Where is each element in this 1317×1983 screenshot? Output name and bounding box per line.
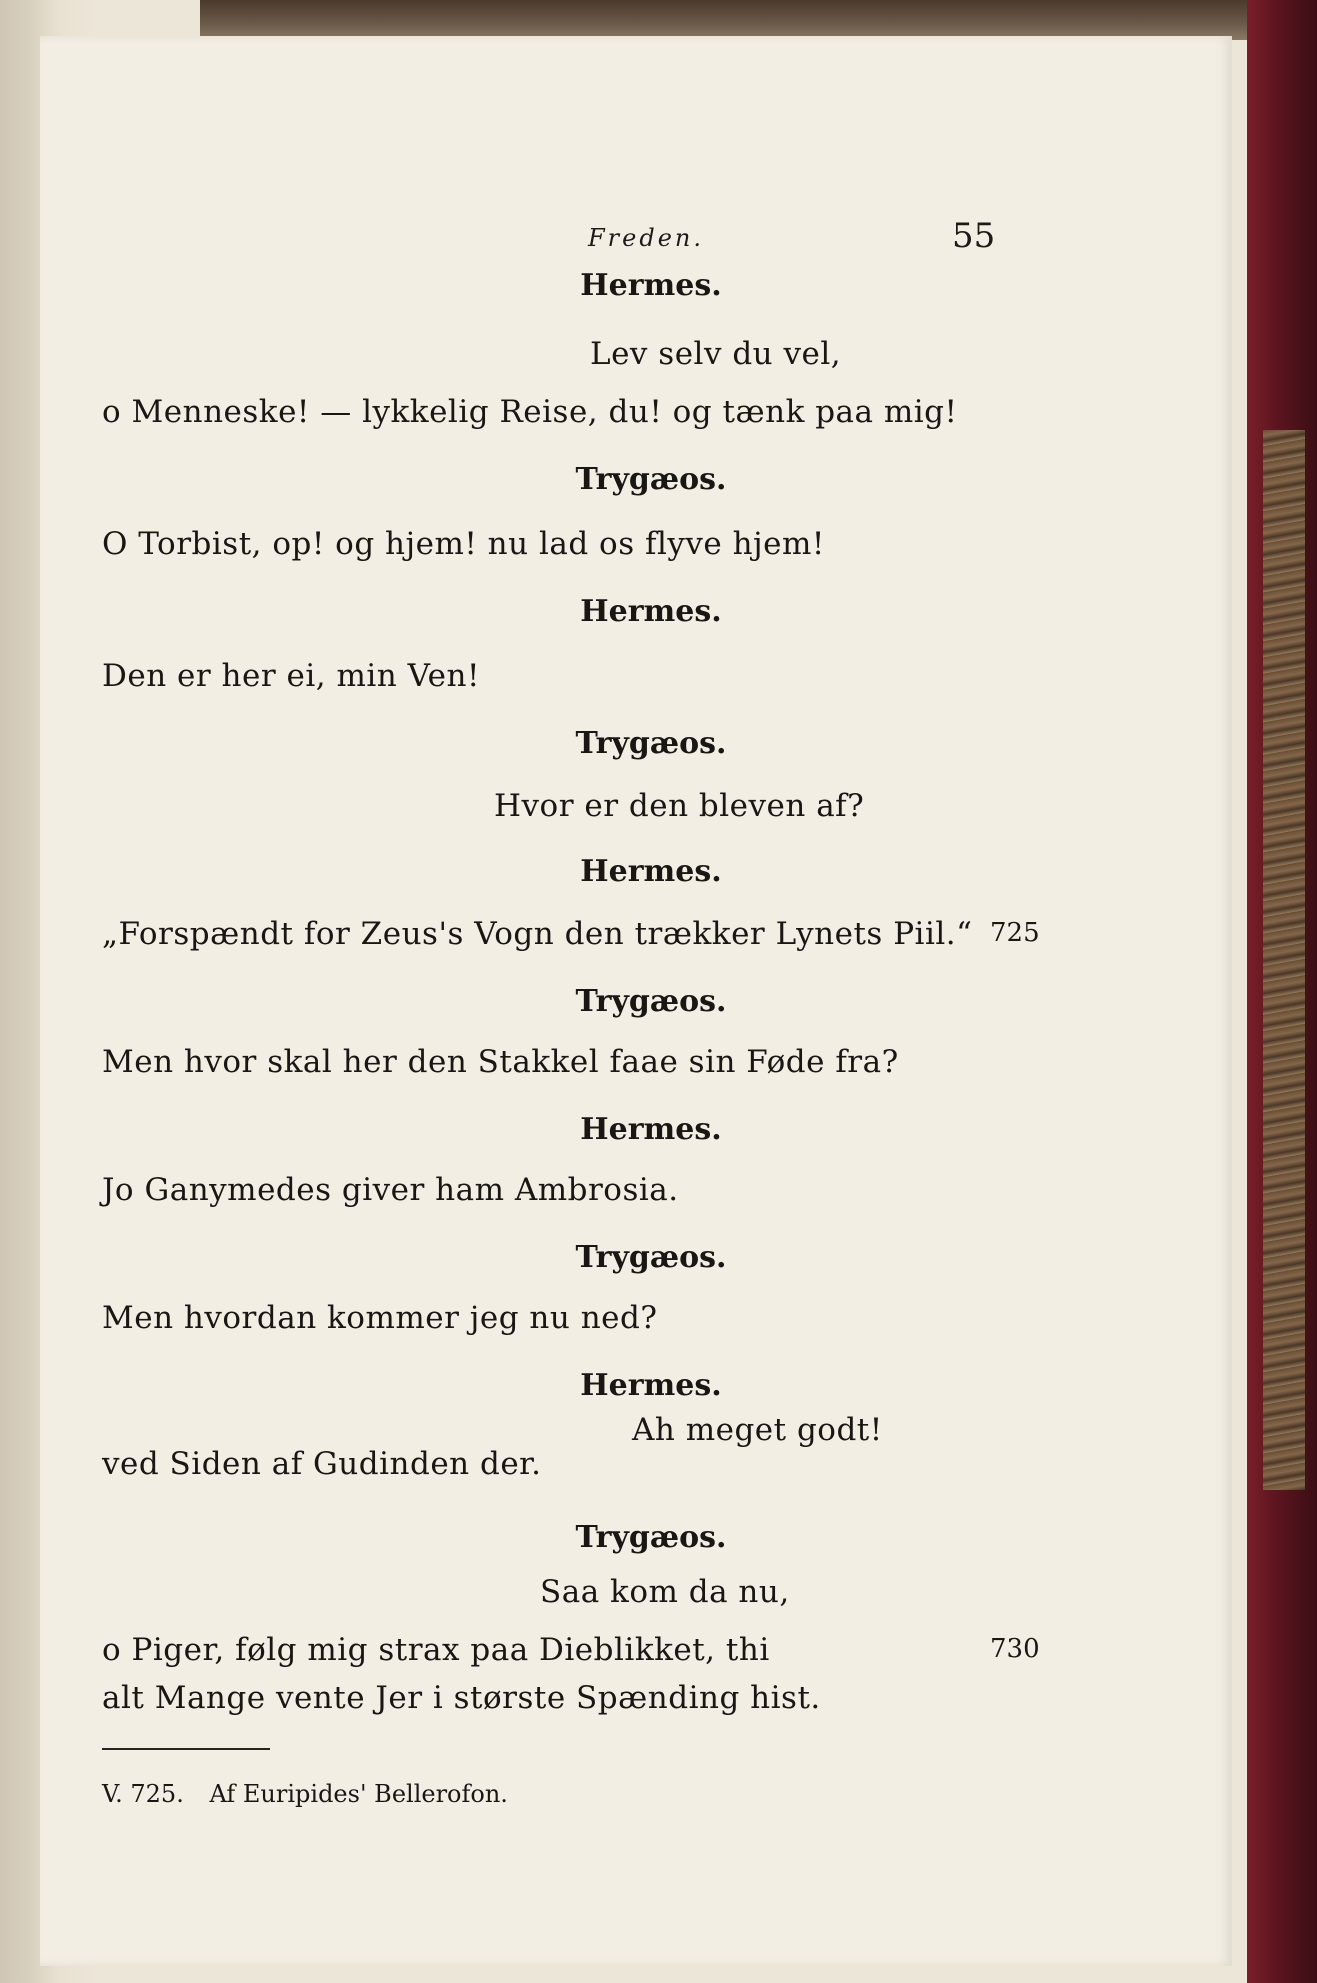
verse-line: ved Siden af Gudinden der. [102,1446,542,1482]
speaker-label: Trygæos. [575,1520,727,1555]
verse-line: „Forspændt for Zeus's Vogn den trækker Lynets Piil.“ [102,916,973,952]
verse-line: Hvor er den bleven af? [494,788,865,824]
speaker-label: Hermes. [580,594,722,629]
footnote-rule [102,1748,270,1750]
verse-line: Men hvor skal her den Stakkel faae sin Føde fra? [102,1044,899,1080]
verse-line: Lev selv du vel, [590,336,842,372]
speaker-label: Hermes. [580,854,722,889]
verse-line: Jo Ganymedes giver ham Ambrosia. [102,1172,679,1208]
verse-line: O Torbist, op! og hjem! nu lad os flyve hjem! [102,526,825,562]
line-number: 730 [990,1634,1040,1664]
footnote-text: Af Euripides' Bellerofon. [209,1780,508,1808]
running-title: Freden. [588,224,704,252]
footnote-ref: V. 725. [102,1780,184,1808]
speaker-label: Trygæos. [575,984,727,1019]
line-number: 725 [990,918,1040,948]
verse-line: Den er her ei, min Ven! [102,658,480,694]
verse-line: o Menneske! — lykkelig Reise, du! og tænk paa mig! [102,394,958,430]
page-number: 55 [952,216,996,256]
speaker-label: Hermes. [580,1368,722,1403]
verse-line: Men hvordan kommer jeg nu ned? [102,1300,658,1336]
speaker-label: Trygæos. [575,1240,727,1275]
speaker-label: Trygæos. [575,726,727,761]
footnote [102,1780,508,1808]
book-cover-top [200,0,1317,40]
verse-line: o Piger, følg mig strax paa Dieblikket, thi [102,1632,770,1668]
speaker-label: Hermes. [580,1112,722,1147]
book-page [40,36,1232,1966]
marbled-page-edge [1263,430,1305,1490]
verse-line: Ah meget godt! [632,1412,883,1448]
speaker-label: Hermes. [580,268,722,303]
speaker-label: Trygæos. [575,462,727,497]
verse-line: alt Mange vente Jer i største Spænding hist. [102,1680,821,1716]
verse-line: Saa kom da nu, [540,1574,790,1610]
